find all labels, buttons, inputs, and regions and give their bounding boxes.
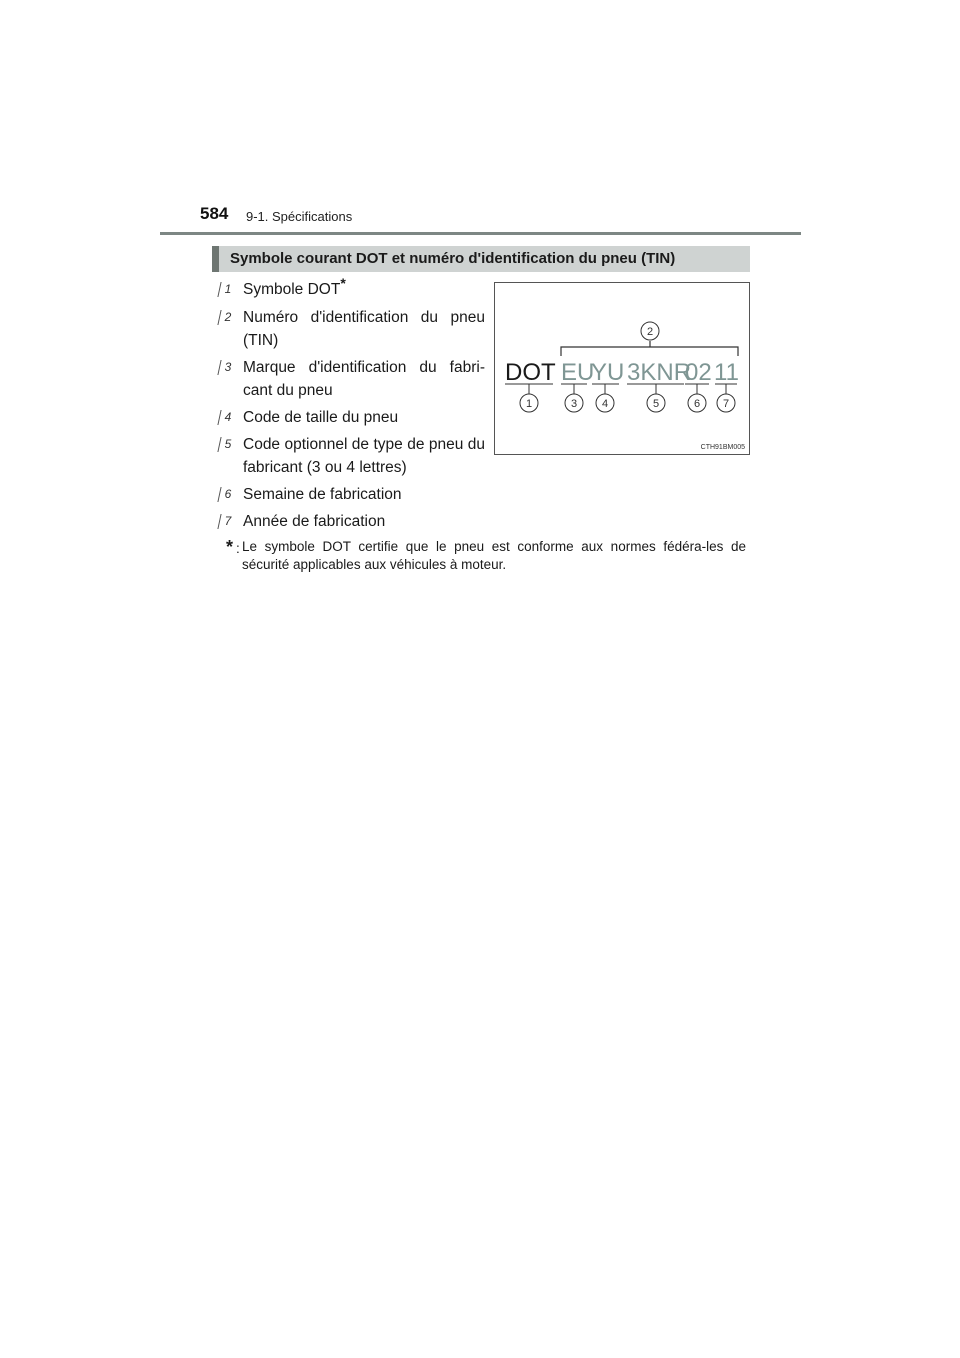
list-item — [213, 510, 543, 533]
list-item — [213, 356, 485, 402]
item-number: 3 — [222, 359, 234, 375]
segment-11: 11 — [714, 359, 739, 386]
tin-diagram-svg — [495, 283, 751, 456]
item-text: Code de taille du pneu — [243, 409, 399, 426]
item-number: 5 — [222, 436, 234, 452]
item-text: Code optionnel de type de pneu du fabricant (3 ou 4 lettres) — [243, 436, 485, 476]
figure-code: CTH91BM005 — [700, 444, 745, 451]
callout-label-1: 1 — [525, 398, 533, 410]
footnote — [226, 538, 746, 574]
header-rule — [160, 232, 801, 235]
item-number: 6 — [222, 486, 234, 502]
item-text: Numéro d'identification du pneu (TIN) — [243, 309, 485, 349]
page-header — [200, 201, 760, 231]
callout-label-6: 6 — [693, 398, 701, 410]
item-text: Symbole DOT — [243, 281, 341, 298]
item-number: 2 — [222, 309, 234, 325]
callout-label-5: 5 — [652, 398, 660, 410]
segment-dot: DOT — [505, 359, 556, 386]
list-item — [213, 274, 485, 301]
footnote-text: Le symbole DOT certifie que le pneu est conforme aux normes fédéra-les de sécurité applicables aux véhicules à moteur. — [242, 539, 746, 572]
section-reference: 9-1. Spécifications — [246, 209, 353, 224]
callout-label-3: 3 — [570, 398, 578, 410]
item-number: 1 — [222, 281, 234, 297]
item-number: 7 — [222, 513, 234, 529]
footnote-colon: : — [236, 541, 240, 556]
list-item — [213, 306, 485, 352]
list-item — [213, 406, 485, 429]
section-title: Symbole courant DOT et numéro d'identification du pneu (TIN) — [230, 250, 676, 267]
item-text: Marque d'identification du fabri-cant du pneu — [243, 359, 485, 399]
section-title-banner — [212, 246, 750, 272]
callout-label-4: 4 — [601, 398, 609, 410]
segment-02: 02 — [685, 359, 712, 386]
item-list — [213, 274, 485, 537]
footnote-marker: * — [226, 537, 234, 557]
item-text: Année de fabrication — [243, 513, 386, 530]
footnote-marker: * — [340, 274, 346, 291]
segment-yu: YU — [591, 359, 625, 386]
list-item — [213, 433, 485, 479]
item-text: Semaine de fabrication — [243, 486, 402, 503]
item-number: 4 — [222, 409, 234, 425]
callout-label-2: 2 — [646, 326, 654, 338]
page-number: 584 — [200, 204, 229, 223]
segment-eu: EU — [561, 359, 595, 386]
segment-3knr: 3KNR — [627, 359, 692, 386]
tin-diagram — [494, 282, 750, 455]
callout-label-7: 7 — [722, 398, 730, 410]
tin-bracket — [561, 341, 738, 356]
list-item — [213, 483, 543, 506]
